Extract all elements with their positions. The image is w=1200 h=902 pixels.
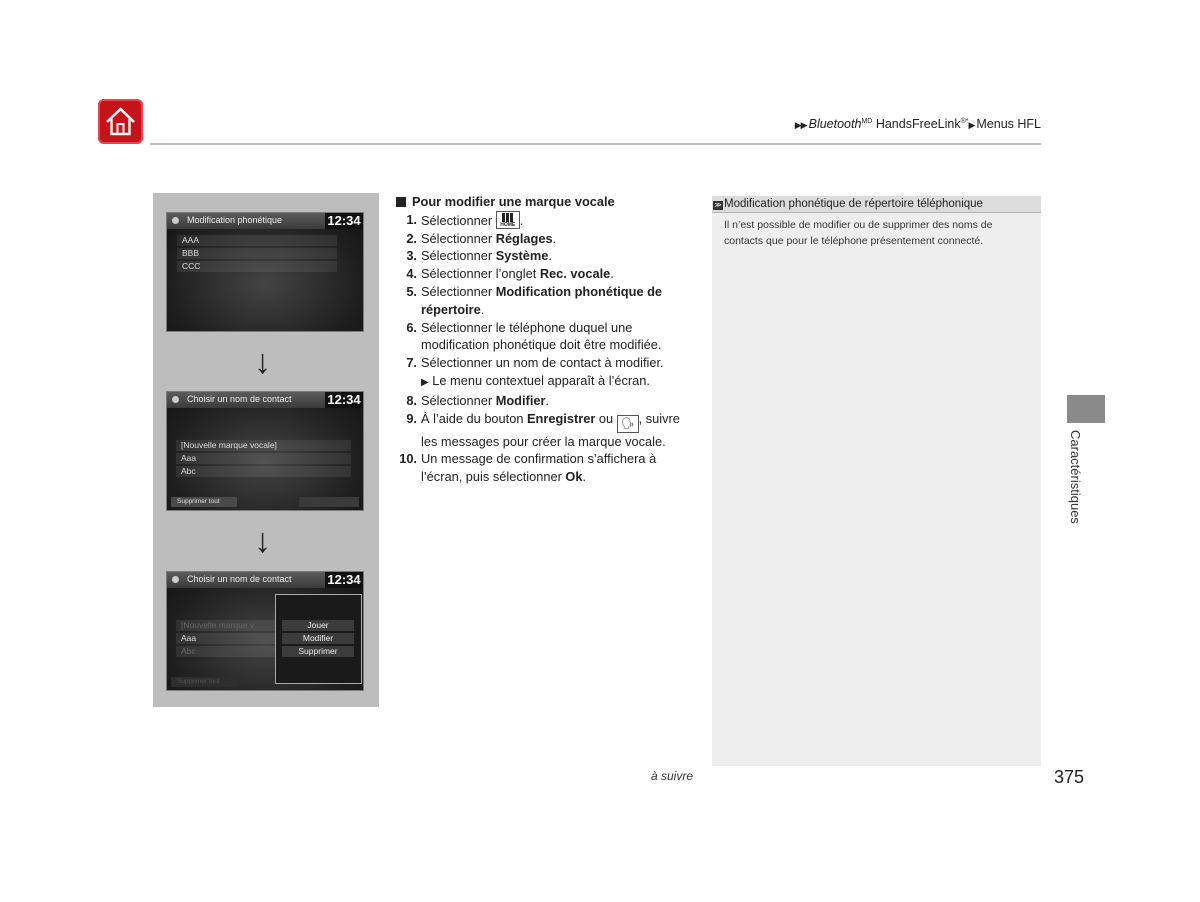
breadcrumb-handsfreelink[interactable]: HandsFreeLink	[875, 117, 961, 131]
list-item[interactable]: CCC	[177, 261, 337, 272]
screen-title: Choisir un nom de contact	[187, 574, 292, 584]
screen-icon	[172, 217, 179, 224]
page-number: 375	[1054, 767, 1085, 787]
screen-title: Modification phonétique	[187, 215, 283, 225]
screen-footer-button[interactable]	[299, 497, 359, 507]
list-item[interactable]: BBB	[177, 248, 337, 259]
home-button-icon: HOME	[496, 211, 520, 229]
breadcrumb-bluetooth[interactable]: Bluetooth	[808, 117, 862, 131]
breadcrumb-sup: MD	[861, 117, 873, 125]
step-8: 8. Sélectionner Modifier.	[406, 392, 550, 408]
step-2: 2. Sélectionner Réglages.	[406, 230, 557, 246]
context-menu	[275, 594, 362, 684]
result-arrow-icon: ▶	[421, 376, 429, 388]
step-10: 10. Un message de confirmation s’affichera à l’écran, puis sélectionner Ok.	[399, 451, 657, 485]
menu-item-modify[interactable]: Modifier	[282, 633, 354, 644]
breadcrumb-arrow-icon: ▶	[968, 120, 975, 130]
breadcrumb	[795, 117, 1041, 131]
screen-icon	[172, 576, 179, 583]
step-7: 7. Sélectionner un nom de contact à modifier. ▶ Le menu contextuel apparaît à l’écran.	[396, 354, 696, 392]
step-7-result: ▶ Le menu contextuel apparaît à l’écran.	[421, 372, 650, 388]
home-icon[interactable]	[98, 99, 143, 144]
instructions	[396, 193, 696, 486]
list-item[interactable]: [Nouvelle marque v	[176, 620, 276, 631]
list-item[interactable]: Aaa	[176, 633, 276, 644]
reference-icon: ≫	[714, 202, 722, 209]
instructions-heading: Pour modifier une marque vocale	[396, 193, 696, 211]
breadcrumb-arrow-icon: ▶▶	[794, 120, 807, 130]
list-item[interactable]: Abc	[176, 466, 351, 477]
square-bullet-icon	[396, 197, 406, 207]
breadcrumb-mark: ®*	[960, 117, 969, 125]
list-item[interactable]: Aaa	[176, 453, 351, 464]
screen-choose-contact	[167, 392, 363, 510]
note-column	[712, 196, 1041, 766]
note-body: Il n’est possible de modifier ou de supprimer des noms de contacts que pour le téléphone présentement connecté.	[724, 219, 993, 247]
screen-phonetic-modification	[167, 213, 363, 331]
step-4: 4. Sélectionner l’onglet Rec. vocale.	[406, 266, 614, 282]
note-title: ≫ Modification phonétique de répertoire téléphonique	[712, 196, 1041, 213]
step-3: 3. Sélectionner Système.	[406, 248, 552, 264]
menu-item-play[interactable]: Jouer	[282, 620, 354, 631]
step-6: 6. Sélectionner le téléphone duquel une modification phonétique doit être modifiée.	[406, 319, 662, 353]
step-1: 1. Sélectionner HOME .	[406, 211, 524, 228]
breadcrumb-menus-hfl[interactable]: Menus HFL	[976, 117, 1041, 131]
header-divider	[150, 143, 1041, 145]
screen-clock: 12:34	[325, 572, 363, 588]
screen-clock: 12:34	[325, 392, 363, 408]
down-arrow-icon: ↓	[254, 522, 271, 560]
step-9: 9. À l’aide du bouton Enregistrer ou 🗣 , suivre les messages pour créer la marque vocale.	[406, 410, 680, 449]
down-arrow-icon: ↓	[254, 343, 271, 381]
side-tab[interactable]	[1067, 395, 1105, 423]
screen-icon	[172, 396, 179, 403]
delete-all-button[interactable]: Supprimer tout	[171, 497, 237, 507]
list-item[interactable]: AAA	[177, 235, 337, 246]
talk-button-icon: 🗣	[617, 415, 639, 433]
list-item[interactable]: Abc	[176, 646, 276, 657]
screen-clock: 12:34	[325, 213, 363, 229]
menu-item-delete[interactable]: Supprimer	[282, 646, 354, 657]
continue-label: à suivre	[651, 769, 694, 783]
delete-all-button[interactable]: Supprimer tout	[171, 677, 237, 687]
step-5: 5. Sélectionner Modification phonétique de répertoire.	[406, 283, 663, 317]
screen-choose-contact-popup	[167, 572, 363, 690]
screen-title: Choisir un nom de contact	[187, 394, 292, 404]
list-item[interactable]: [Nouvelle marque vocale]	[176, 440, 351, 451]
side-tab-label: Caractéristiques	[1068, 430, 1083, 524]
house-icon	[104, 105, 137, 138]
screenshots-panel	[153, 193, 379, 707]
